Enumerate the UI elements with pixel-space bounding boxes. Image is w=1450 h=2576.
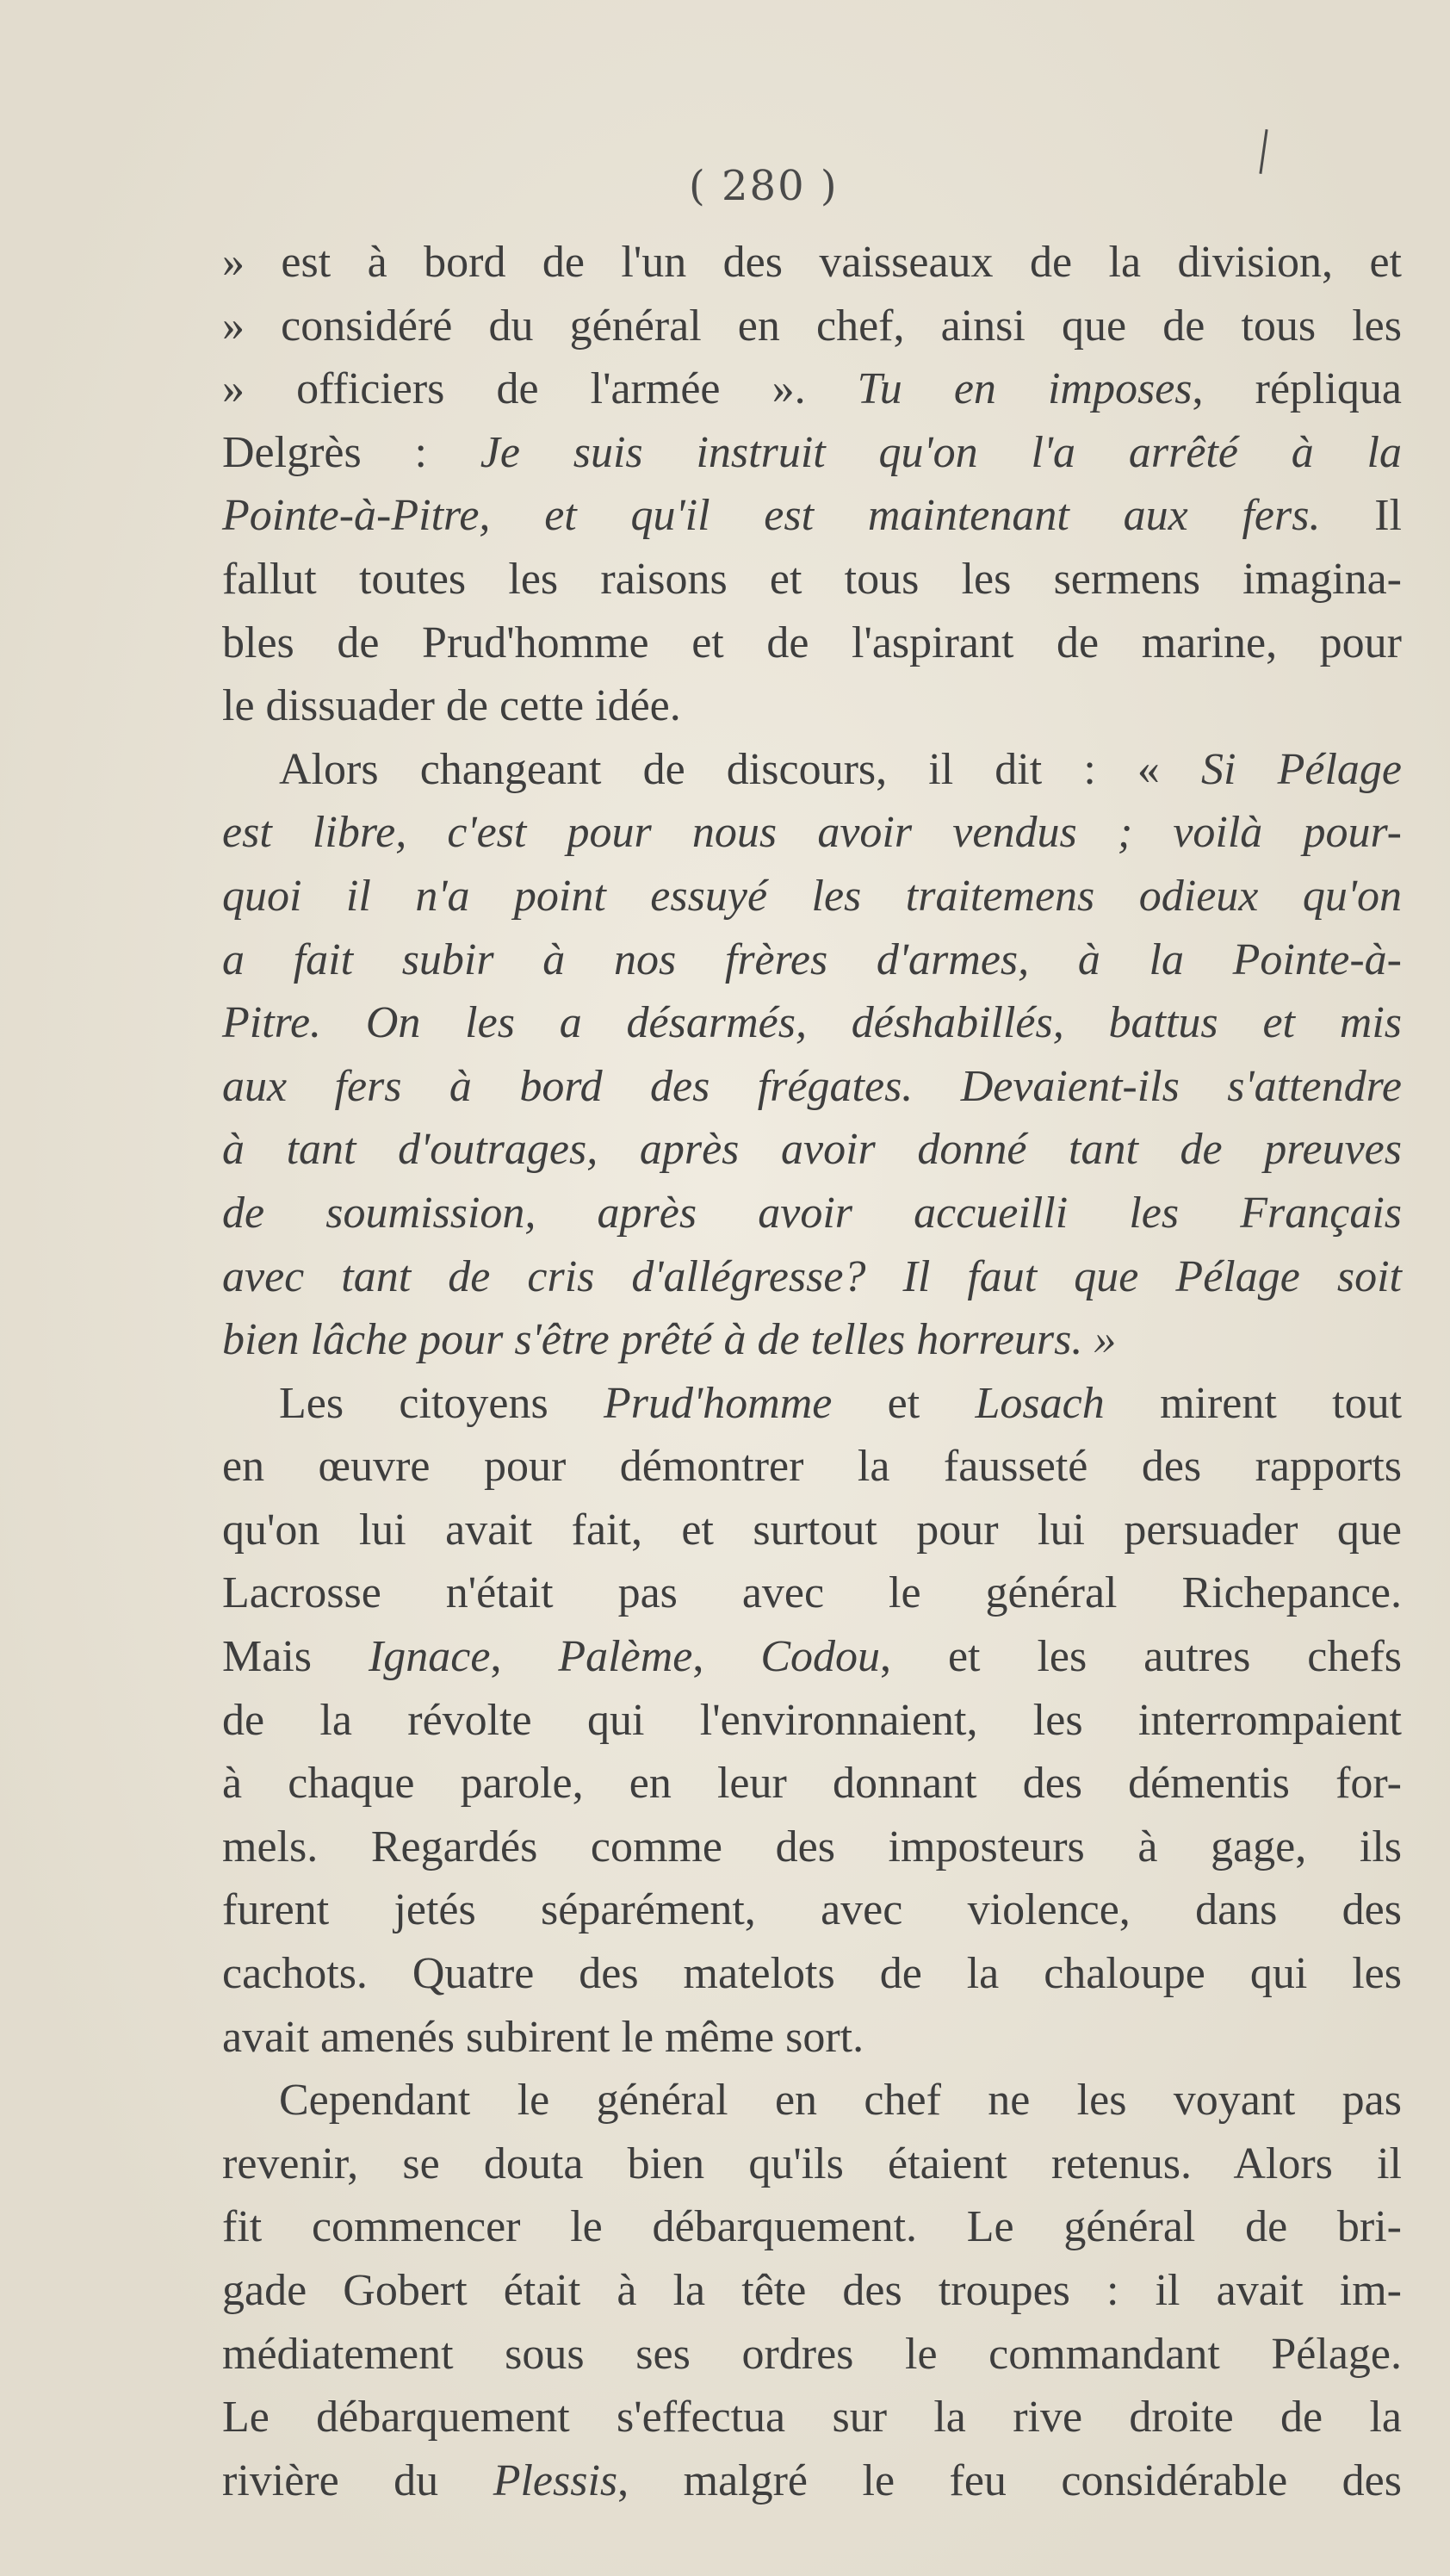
text-line-6: fallut toutes les raisons et tous les sermens imagina-	[222, 554, 1402, 604]
text-line-1: » est à bord de l'un des vaisseaux de la division, et	[222, 238, 1402, 287]
text-line-13: Pitre. On les a désarmés, déshabillés, battus et mis	[222, 998, 1402, 1048]
text-line-34: médiatement sous ses ordres le commandant Pélage.	[222, 2329, 1402, 2379]
text-line-28: cachots. Quatre des matelots de la chaloupe qui les	[222, 1949, 1402, 1999]
text-line-4: Delgrès : Je suis instruit qu'on l'a arrêté à la	[222, 427, 1402, 477]
text-line-18: bien lâche pour s'être prêté à de telles horreurs. »	[222, 1315, 1117, 1365]
text-line-5: Pointe-à-Pitre, et qu'il est maintenant aux fers. Il	[222, 491, 1402, 541]
text-line-16: de soumission, après avoir accueilli les Français	[222, 1188, 1402, 1238]
text-line-36: rivière du Plessis, malgré le feu considérable des	[222, 2455, 1402, 2505]
text-line-32: fit commencer le débarquement. Le général de bri-	[222, 2202, 1402, 2252]
text-line-24: de la révolte qui l'environnaient, les interrompaient	[222, 1695, 1402, 1745]
text-line-31: revenir, se douta bien qu'ils étaient retenus. Alors il	[222, 2138, 1402, 2188]
text-line-21: qu'on lui avait fait, et surtout pour lui persuader que	[222, 1505, 1402, 1555]
text-line-20: en œuvre pour démontrer la fausseté des rapports	[222, 1442, 1402, 1492]
text-line-8: le dissuader de cette idée.	[222, 681, 681, 731]
body-text	[222, 231, 1402, 2512]
text-line-9: Alors changeant de discours, il dit : « Si Pélage	[279, 744, 1403, 794]
text-line-3: » officiers de l'armée ». Tu en imposes, répliqua	[222, 364, 1403, 414]
text-line-10: est libre, c'est pour nous avoir vendus ; voilà pour-	[222, 808, 1402, 858]
text-line-26: mels. Regardés comme des imposteurs à gage, ils	[222, 1822, 1402, 1871]
text-line-25: à chaque parole, en leur donnant des démentis for-	[222, 1759, 1402, 1809]
text-line-23: Mais Ignace, Palème, Codou, et les autres chefs	[222, 1632, 1403, 1682]
text-line-22: Lacrosse n'était pas avec le général Richepance.	[222, 1568, 1402, 1618]
text-line-2: » considéré du général en chef, ainsi que de tous les	[222, 301, 1402, 351]
text-line-11: quoi il n'a point essuyé les traitemens odieux qu'on	[222, 871, 1402, 921]
text-line-27: furent jetés séparément, avec violence, dans des	[222, 1885, 1402, 1935]
margin-pencil-mark	[1259, 129, 1267, 174]
text-line-29: avait amenés subirent le même sort.	[222, 2012, 864, 2062]
text-line-35: Le débarquement s'effectua sur la rive droite de la	[222, 2393, 1402, 2443]
text-line-15: à tant d'outrages, après avoir donné tant de preuves	[222, 1125, 1402, 1175]
text-line-17: avec tant de cris d'allégresse? Il faut que Pélage soit	[222, 1251, 1402, 1301]
text-line-19: Les citoyens Prud'homme et Losach mirent tout	[279, 1378, 1403, 1428]
text-line-7: bles de Prud'homme et de l'aspirant de marine, pour	[222, 618, 1402, 667]
text-line-33: gade Gobert était à la tête des troupes : il avait im-	[222, 2266, 1402, 2315]
text-line-14: aux fers à bord des frégates. Devaient-ils s'attendre	[222, 1061, 1402, 1111]
text-line-12: a fait subir à nos frères d'armes, à la Pointe-à-	[222, 934, 1402, 984]
text-line-30: Cependant le général en chef ne les voyant pas	[279, 2076, 1402, 2126]
page-number: ( 280 )	[689, 162, 839, 210]
